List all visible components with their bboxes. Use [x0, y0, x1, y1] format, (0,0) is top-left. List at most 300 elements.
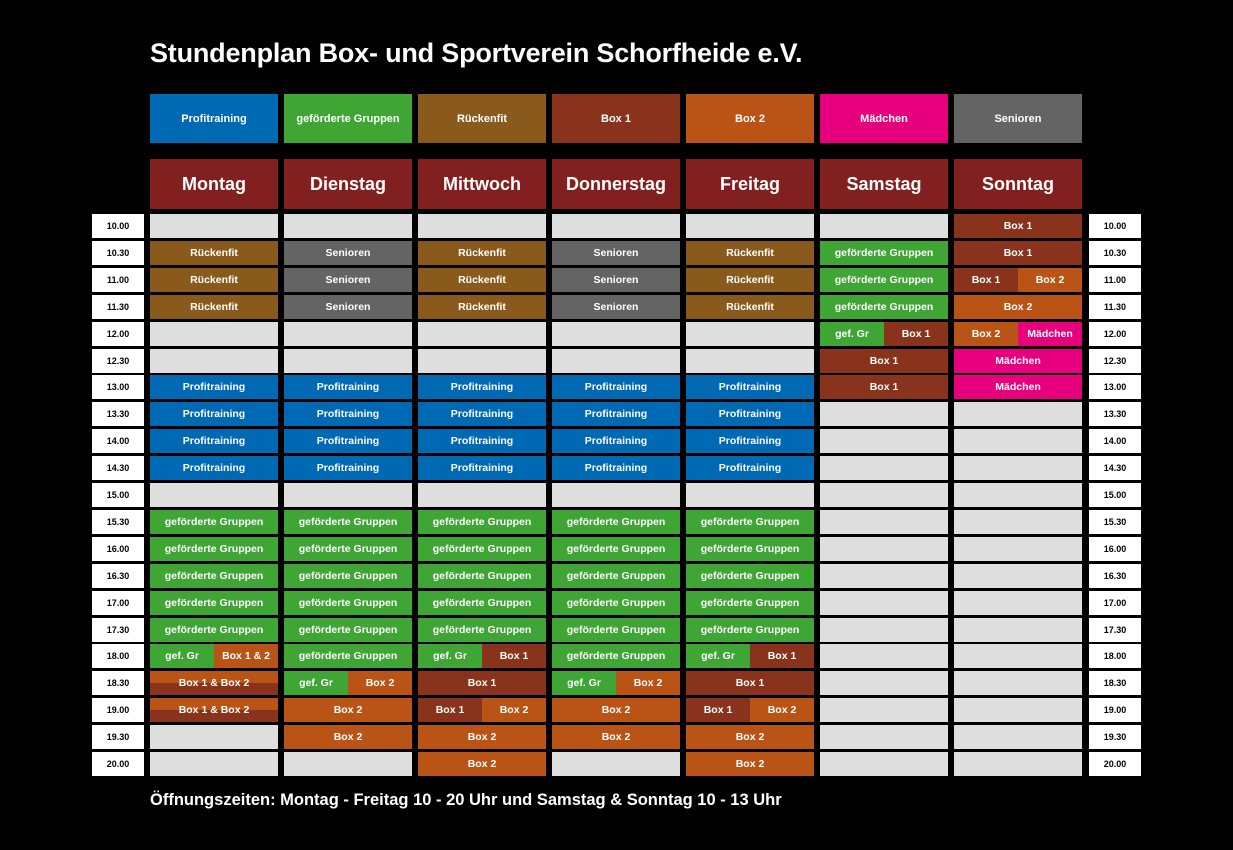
- class-rueckenfit: Rückenfit: [418, 268, 546, 292]
- legend-profitraining: Profitraining: [150, 94, 278, 143]
- class-gefoerderte-gruppen: geförderte Gruppen: [820, 268, 948, 292]
- time-label-right: 19.00: [1089, 698, 1141, 722]
- time-label-right: 18.30: [1089, 671, 1141, 695]
- class-box-2: Box 2: [552, 698, 680, 722]
- empty-cell: [954, 618, 1082, 642]
- schedule-cell: [820, 349, 948, 373]
- time-label-left: 17.30: [92, 618, 144, 642]
- time-label-right: 10.00: [1089, 214, 1141, 238]
- schedule-cell: [552, 268, 680, 292]
- schedule-cell: [686, 537, 814, 561]
- class-rueckenfit: Rückenfit: [686, 241, 814, 265]
- schedule-cell: [552, 618, 680, 642]
- schedule-cell: [284, 591, 412, 615]
- class-box-2: Box 2: [686, 725, 814, 749]
- schedule-cell: [418, 671, 546, 695]
- schedule-cell: [552, 591, 680, 615]
- schedule-cell: [954, 295, 1082, 319]
- time-label-right: 19.30: [1089, 725, 1141, 749]
- class-profitraining: Profitraining: [284, 429, 412, 453]
- class-profitraining: Profitraining: [150, 456, 278, 480]
- schedule-cell: [686, 429, 814, 453]
- empty-cell: [150, 214, 278, 238]
- schedule-cell: [150, 375, 278, 399]
- class-rueckenfit: Rückenfit: [686, 268, 814, 292]
- empty-cell: [954, 591, 1082, 615]
- class-box-1: Box 1: [750, 644, 814, 668]
- empty-cell: [954, 510, 1082, 534]
- schedule-cell: [686, 295, 814, 319]
- empty-cell: [552, 483, 680, 507]
- empty-cell: [418, 483, 546, 507]
- empty-cell: [150, 483, 278, 507]
- time-label-left: 10.00: [92, 214, 144, 238]
- time-label-right: 17.30: [1089, 618, 1141, 642]
- legend-box-2: Box 2: [686, 94, 814, 143]
- schedule-cell: [552, 429, 680, 453]
- opening-hours: Öffnungszeiten: Montag - Freitag 10 - 20 Uhr und Samstag & Sonntag 10 - 13 Uhr: [150, 791, 782, 809]
- legend-rueckenfit: Rückenfit: [418, 94, 546, 143]
- schedule-cell: [150, 241, 278, 265]
- day-header-samstag: Samstag: [820, 159, 948, 209]
- time-label-right: 15.00: [1089, 483, 1141, 507]
- class-senioren: Senioren: [552, 241, 680, 265]
- class-gefoerderte-gruppen: geförderte Gruppen: [284, 564, 412, 588]
- class-gefoerderte-gruppen: geförderte Gruppen: [820, 241, 948, 265]
- class-gef-gr: gef. Gr: [150, 644, 214, 668]
- time-label-right: 13.00: [1089, 375, 1141, 399]
- class-box-1-and-box-2: Box 1 & Box 2: [150, 698, 278, 722]
- class-box-2: Box 2: [284, 698, 412, 722]
- class-profitraining: Profitraining: [284, 402, 412, 426]
- empty-cell: [150, 725, 278, 749]
- time-label-right: 12.30: [1089, 349, 1141, 373]
- class-box-2: Box 2: [750, 698, 814, 722]
- empty-cell: [284, 752, 412, 776]
- empty-cell: [284, 483, 412, 507]
- schedule-cell: [418, 456, 546, 480]
- empty-cell: [954, 671, 1082, 695]
- schedule-cell: [418, 402, 546, 426]
- time-label-right: 13.30: [1089, 402, 1141, 426]
- class-gefoerderte-gruppen: geförderte Gruppen: [284, 644, 412, 668]
- schedule-cell: [418, 725, 546, 749]
- time-label-left: 20.00: [92, 752, 144, 776]
- class-gefoerderte-gruppen: geförderte Gruppen: [820, 295, 948, 319]
- schedule-cell: [284, 402, 412, 426]
- schedule-cell: [954, 349, 1082, 373]
- class-profitraining: Profitraining: [150, 402, 278, 426]
- time-label-left: 15.00: [92, 483, 144, 507]
- class-gef-gr: gef. Gr: [552, 671, 616, 695]
- empty-cell: [820, 725, 948, 749]
- class-gefoerderte-gruppen: geförderte Gruppen: [418, 537, 546, 561]
- schedule-cell: [686, 375, 814, 399]
- class-gefoerderte-gruppen: geförderte Gruppen: [418, 564, 546, 588]
- class-profitraining: Profitraining: [284, 456, 412, 480]
- class-gefoerderte-gruppen: geförderte Gruppen: [284, 537, 412, 561]
- schedule-cell: [552, 644, 680, 668]
- empty-cell: [820, 591, 948, 615]
- class-gef-gr: gef. Gr: [418, 644, 482, 668]
- time-label-left: 13.30: [92, 402, 144, 426]
- time-label-right: 11.00: [1089, 268, 1141, 292]
- schedule-cell: [284, 725, 412, 749]
- time-label-left: 18.30: [92, 671, 144, 695]
- schedule-cell: [150, 698, 278, 722]
- class-gefoerderte-gruppen: geförderte Gruppen: [552, 618, 680, 642]
- empty-cell: [284, 322, 412, 346]
- time-label-right: 17.00: [1089, 591, 1141, 615]
- empty-cell: [954, 537, 1082, 561]
- empty-cell: [284, 214, 412, 238]
- class-maedchen: Mädchen: [954, 349, 1082, 373]
- class-senioren: Senioren: [552, 268, 680, 292]
- class-box-1: Box 1: [820, 349, 948, 373]
- class-profitraining: Profitraining: [686, 375, 814, 399]
- time-label-left: 17.00: [92, 591, 144, 615]
- class-gefoerderte-gruppen: geförderte Gruppen: [418, 591, 546, 615]
- class-gef-gr: gef. Gr: [820, 322, 884, 346]
- class-box-2: Box 2: [348, 671, 412, 695]
- class-profitraining: Profitraining: [552, 429, 680, 453]
- schedule-cell: [686, 644, 814, 668]
- schedule-cell: [552, 537, 680, 561]
- empty-cell: [820, 483, 948, 507]
- time-label-left: 19.30: [92, 725, 144, 749]
- schedule-cell: [284, 429, 412, 453]
- class-profitraining: Profitraining: [150, 429, 278, 453]
- schedule-cell: [552, 375, 680, 399]
- schedule-cell: [552, 456, 680, 480]
- schedule-cell: [418, 295, 546, 319]
- schedule-cell: [954, 241, 1082, 265]
- class-rueckenfit: Rückenfit: [150, 241, 278, 265]
- class-gefoerderte-gruppen: geförderte Gruppen: [150, 591, 278, 615]
- day-header-montag: Montag: [150, 159, 278, 209]
- class-profitraining: Profitraining: [418, 429, 546, 453]
- class-box-2: Box 2: [954, 295, 1082, 319]
- class-rueckenfit: Rückenfit: [150, 268, 278, 292]
- day-header-mittwoch: Mittwoch: [418, 159, 546, 209]
- class-box-1: Box 1: [686, 671, 814, 695]
- time-label-left: 12.30: [92, 349, 144, 373]
- schedule-cell: [552, 698, 680, 722]
- time-label-left: 11.30: [92, 295, 144, 319]
- schedule-cell: [284, 537, 412, 561]
- class-box-1-and-box-2: Box 1 & Box 2: [150, 671, 278, 695]
- schedule-cell: [686, 725, 814, 749]
- time-label-left: 11.00: [92, 268, 144, 292]
- class-gefoerderte-gruppen: geförderte Gruppen: [552, 644, 680, 668]
- schedule-cell: [954, 214, 1082, 238]
- class-rueckenfit: Rückenfit: [686, 295, 814, 319]
- class-maedchen: Mädchen: [1018, 322, 1082, 346]
- schedule-cell: [686, 510, 814, 534]
- schedule-cell: [418, 618, 546, 642]
- schedule-cell: [552, 241, 680, 265]
- day-header-sonntag: Sonntag: [954, 159, 1082, 209]
- class-maedchen: Mädchen: [954, 375, 1082, 399]
- empty-cell: [552, 752, 680, 776]
- schedule-cell: [284, 375, 412, 399]
- class-box-2: Box 2: [616, 671, 680, 695]
- empty-cell: [954, 564, 1082, 588]
- class-gef-gr: gef. Gr: [686, 644, 750, 668]
- time-label-left: 18.00: [92, 644, 144, 668]
- empty-cell: [552, 214, 680, 238]
- schedule-cell: [150, 644, 278, 668]
- schedule-cell: [552, 725, 680, 749]
- schedule-cell: [284, 698, 412, 722]
- schedule-cell: [284, 295, 412, 319]
- schedule-cell: [150, 429, 278, 453]
- schedule-cell: [820, 295, 948, 319]
- time-label-left: 14.30: [92, 456, 144, 480]
- class-box-2: Box 2: [552, 725, 680, 749]
- empty-cell: [820, 214, 948, 238]
- schedule-cell: [150, 618, 278, 642]
- class-senioren: Senioren: [284, 241, 412, 265]
- empty-cell: [954, 725, 1082, 749]
- empty-cell: [418, 214, 546, 238]
- time-label-right: 16.00: [1089, 537, 1141, 561]
- schedule-cell: [686, 268, 814, 292]
- empty-cell: [418, 349, 546, 373]
- empty-cell: [284, 349, 412, 373]
- schedule-cell: [686, 698, 814, 722]
- class-box-2: Box 2: [284, 725, 412, 749]
- class-gefoerderte-gruppen: geförderte Gruppen: [150, 564, 278, 588]
- empty-cell: [686, 322, 814, 346]
- schedule-cell: [418, 429, 546, 453]
- class-gefoerderte-gruppen: geförderte Gruppen: [552, 537, 680, 561]
- class-gef-gr: gef. Gr: [284, 671, 348, 695]
- schedule-cell: [686, 591, 814, 615]
- time-label-right: 18.00: [1089, 644, 1141, 668]
- time-label-left: 19.00: [92, 698, 144, 722]
- time-label-right: 20.00: [1089, 752, 1141, 776]
- schedule-cell: [418, 241, 546, 265]
- empty-cell: [820, 618, 948, 642]
- class-box-1: Box 1: [686, 698, 750, 722]
- schedule-cell: [284, 268, 412, 292]
- class-rueckenfit: Rückenfit: [418, 241, 546, 265]
- time-label-right: 16.30: [1089, 564, 1141, 588]
- class-gefoerderte-gruppen: geförderte Gruppen: [552, 564, 680, 588]
- class-senioren: Senioren: [284, 295, 412, 319]
- empty-cell: [150, 322, 278, 346]
- class-profitraining: Profitraining: [552, 375, 680, 399]
- empty-cell: [418, 322, 546, 346]
- schedule-cell: [552, 402, 680, 426]
- empty-cell: [820, 456, 948, 480]
- time-label-right: 12.00: [1089, 322, 1141, 346]
- class-gefoerderte-gruppen: geförderte Gruppen: [150, 618, 278, 642]
- schedule-cell: [418, 268, 546, 292]
- schedule-cell: [686, 456, 814, 480]
- class-profitraining: Profitraining: [686, 402, 814, 426]
- class-box-2: Box 2: [418, 725, 546, 749]
- schedule-cell: [418, 591, 546, 615]
- schedule-cell: [284, 564, 412, 588]
- class-gefoerderte-gruppen: geförderte Gruppen: [686, 537, 814, 561]
- schedule-cell: [820, 375, 948, 399]
- class-profitraining: Profitraining: [418, 375, 546, 399]
- class-gefoerderte-gruppen: geförderte Gruppen: [552, 591, 680, 615]
- class-box-1: Box 1: [418, 671, 546, 695]
- class-box-1-and-2: Box 1 & 2: [214, 644, 278, 668]
- schedule-cell: [150, 295, 278, 319]
- class-gefoerderte-gruppen: geförderte Gruppen: [418, 510, 546, 534]
- schedule-cell: [150, 456, 278, 480]
- class-gefoerderte-gruppen: geförderte Gruppen: [552, 510, 680, 534]
- time-label-left: 10.30: [92, 241, 144, 265]
- class-gefoerderte-gruppen: geförderte Gruppen: [686, 564, 814, 588]
- class-box-2: Box 2: [482, 698, 546, 722]
- class-box-1: Box 1: [482, 644, 546, 668]
- empty-cell: [954, 752, 1082, 776]
- class-box-1: Box 1: [884, 322, 948, 346]
- class-gefoerderte-gruppen: geförderte Gruppen: [284, 510, 412, 534]
- class-profitraining: Profitraining: [418, 456, 546, 480]
- time-label-left: 16.30: [92, 564, 144, 588]
- class-profitraining: Profitraining: [150, 375, 278, 399]
- class-gefoerderte-gruppen: geförderte Gruppen: [686, 510, 814, 534]
- class-box-2: Box 2: [954, 322, 1018, 346]
- class-box-1: Box 1: [954, 214, 1082, 238]
- day-header-freitag: Freitag: [686, 159, 814, 209]
- schedule-cell: [150, 510, 278, 534]
- empty-cell: [954, 402, 1082, 426]
- class-profitraining: Profitraining: [686, 429, 814, 453]
- schedule-cell: [418, 698, 546, 722]
- time-label-right: 11.30: [1089, 295, 1141, 319]
- empty-cell: [820, 671, 948, 695]
- schedule-cell: [418, 375, 546, 399]
- empty-cell: [954, 483, 1082, 507]
- schedule-cell: [686, 564, 814, 588]
- empty-cell: [954, 429, 1082, 453]
- time-label-left: 13.00: [92, 375, 144, 399]
- schedule-cell: [954, 268, 1082, 292]
- schedule-cell: [552, 510, 680, 534]
- empty-cell: [686, 483, 814, 507]
- class-profitraining: Profitraining: [552, 402, 680, 426]
- schedule-cell: [150, 564, 278, 588]
- class-gefoerderte-gruppen: geförderte Gruppen: [686, 618, 814, 642]
- schedule-cell: [954, 375, 1082, 399]
- schedule-cell: [686, 402, 814, 426]
- time-label-left: 12.00: [92, 322, 144, 346]
- class-rueckenfit: Rückenfit: [418, 295, 546, 319]
- class-box-2: Box 2: [418, 752, 546, 776]
- schedule-cell: [418, 644, 546, 668]
- schedule-cell: [284, 671, 412, 695]
- class-box-2: Box 2: [1018, 268, 1082, 292]
- schedule-cell: [150, 268, 278, 292]
- time-label-left: 14.00: [92, 429, 144, 453]
- schedule-cell: [150, 591, 278, 615]
- empty-cell: [150, 752, 278, 776]
- class-senioren: Senioren: [552, 295, 680, 319]
- empty-cell: [820, 510, 948, 534]
- schedule-cell: [552, 564, 680, 588]
- schedule-cell: [552, 295, 680, 319]
- class-box-1: Box 1: [820, 375, 948, 399]
- schedule-cell: [418, 537, 546, 561]
- time-label-left: 16.00: [92, 537, 144, 561]
- class-profitraining: Profitraining: [284, 375, 412, 399]
- empty-cell: [552, 322, 680, 346]
- class-gefoerderte-gruppen: geförderte Gruppen: [686, 591, 814, 615]
- empty-cell: [820, 752, 948, 776]
- schedule-cell: [150, 671, 278, 695]
- day-header-dienstag: Dienstag: [284, 159, 412, 209]
- schedule-cell: [686, 241, 814, 265]
- schedule-cell: [284, 618, 412, 642]
- empty-cell: [686, 349, 814, 373]
- schedule-cell: [686, 618, 814, 642]
- legend-box-1: Box 1: [552, 94, 680, 143]
- schedule-cell: [150, 537, 278, 561]
- class-box-1: Box 1: [954, 241, 1082, 265]
- legend-gefoerderte-gruppen: geförderte Gruppen: [284, 94, 412, 143]
- schedule-cell: [418, 510, 546, 534]
- empty-cell: [954, 456, 1082, 480]
- time-label-right: 14.30: [1089, 456, 1141, 480]
- empty-cell: [820, 564, 948, 588]
- empty-cell: [820, 537, 948, 561]
- schedule-cell: [284, 456, 412, 480]
- class-box-1: Box 1: [954, 268, 1018, 292]
- schedule-cell: [150, 402, 278, 426]
- empty-cell: [954, 644, 1082, 668]
- empty-cell: [954, 698, 1082, 722]
- class-profitraining: Profitraining: [686, 456, 814, 480]
- class-senioren: Senioren: [284, 268, 412, 292]
- schedule-cell: [954, 322, 1082, 346]
- class-gefoerderte-gruppen: geförderte Gruppen: [150, 537, 278, 561]
- time-label-right: 10.30: [1089, 241, 1141, 265]
- schedule-cell: [284, 644, 412, 668]
- time-label-right: 15.30: [1089, 510, 1141, 534]
- legend-maedchen: Mädchen: [820, 94, 948, 143]
- class-gefoerderte-gruppen: geförderte Gruppen: [284, 591, 412, 615]
- empty-cell: [820, 429, 948, 453]
- schedule-cell: [284, 510, 412, 534]
- class-gefoerderte-gruppen: geförderte Gruppen: [418, 618, 546, 642]
- class-gefoerderte-gruppen: geförderte Gruppen: [150, 510, 278, 534]
- class-profitraining: Profitraining: [418, 402, 546, 426]
- schedule-cell: [418, 752, 546, 776]
- schedule-cell: [552, 671, 680, 695]
- empty-cell: [552, 349, 680, 373]
- empty-cell: [686, 214, 814, 238]
- schedule-cell: [686, 671, 814, 695]
- class-rueckenfit: Rückenfit: [150, 295, 278, 319]
- empty-cell: [820, 698, 948, 722]
- schedule-cell: [284, 241, 412, 265]
- page-title: Stundenplan Box- und Sportverein Schorfheide e.V.: [150, 38, 803, 68]
- schedule-cell: [820, 322, 948, 346]
- time-label-left: 15.30: [92, 510, 144, 534]
- time-label-right: 14.00: [1089, 429, 1141, 453]
- day-header-donnerstag: Donnerstag: [552, 159, 680, 209]
- schedule-cell: [418, 564, 546, 588]
- class-box-2: Box 2: [686, 752, 814, 776]
- empty-cell: [150, 349, 278, 373]
